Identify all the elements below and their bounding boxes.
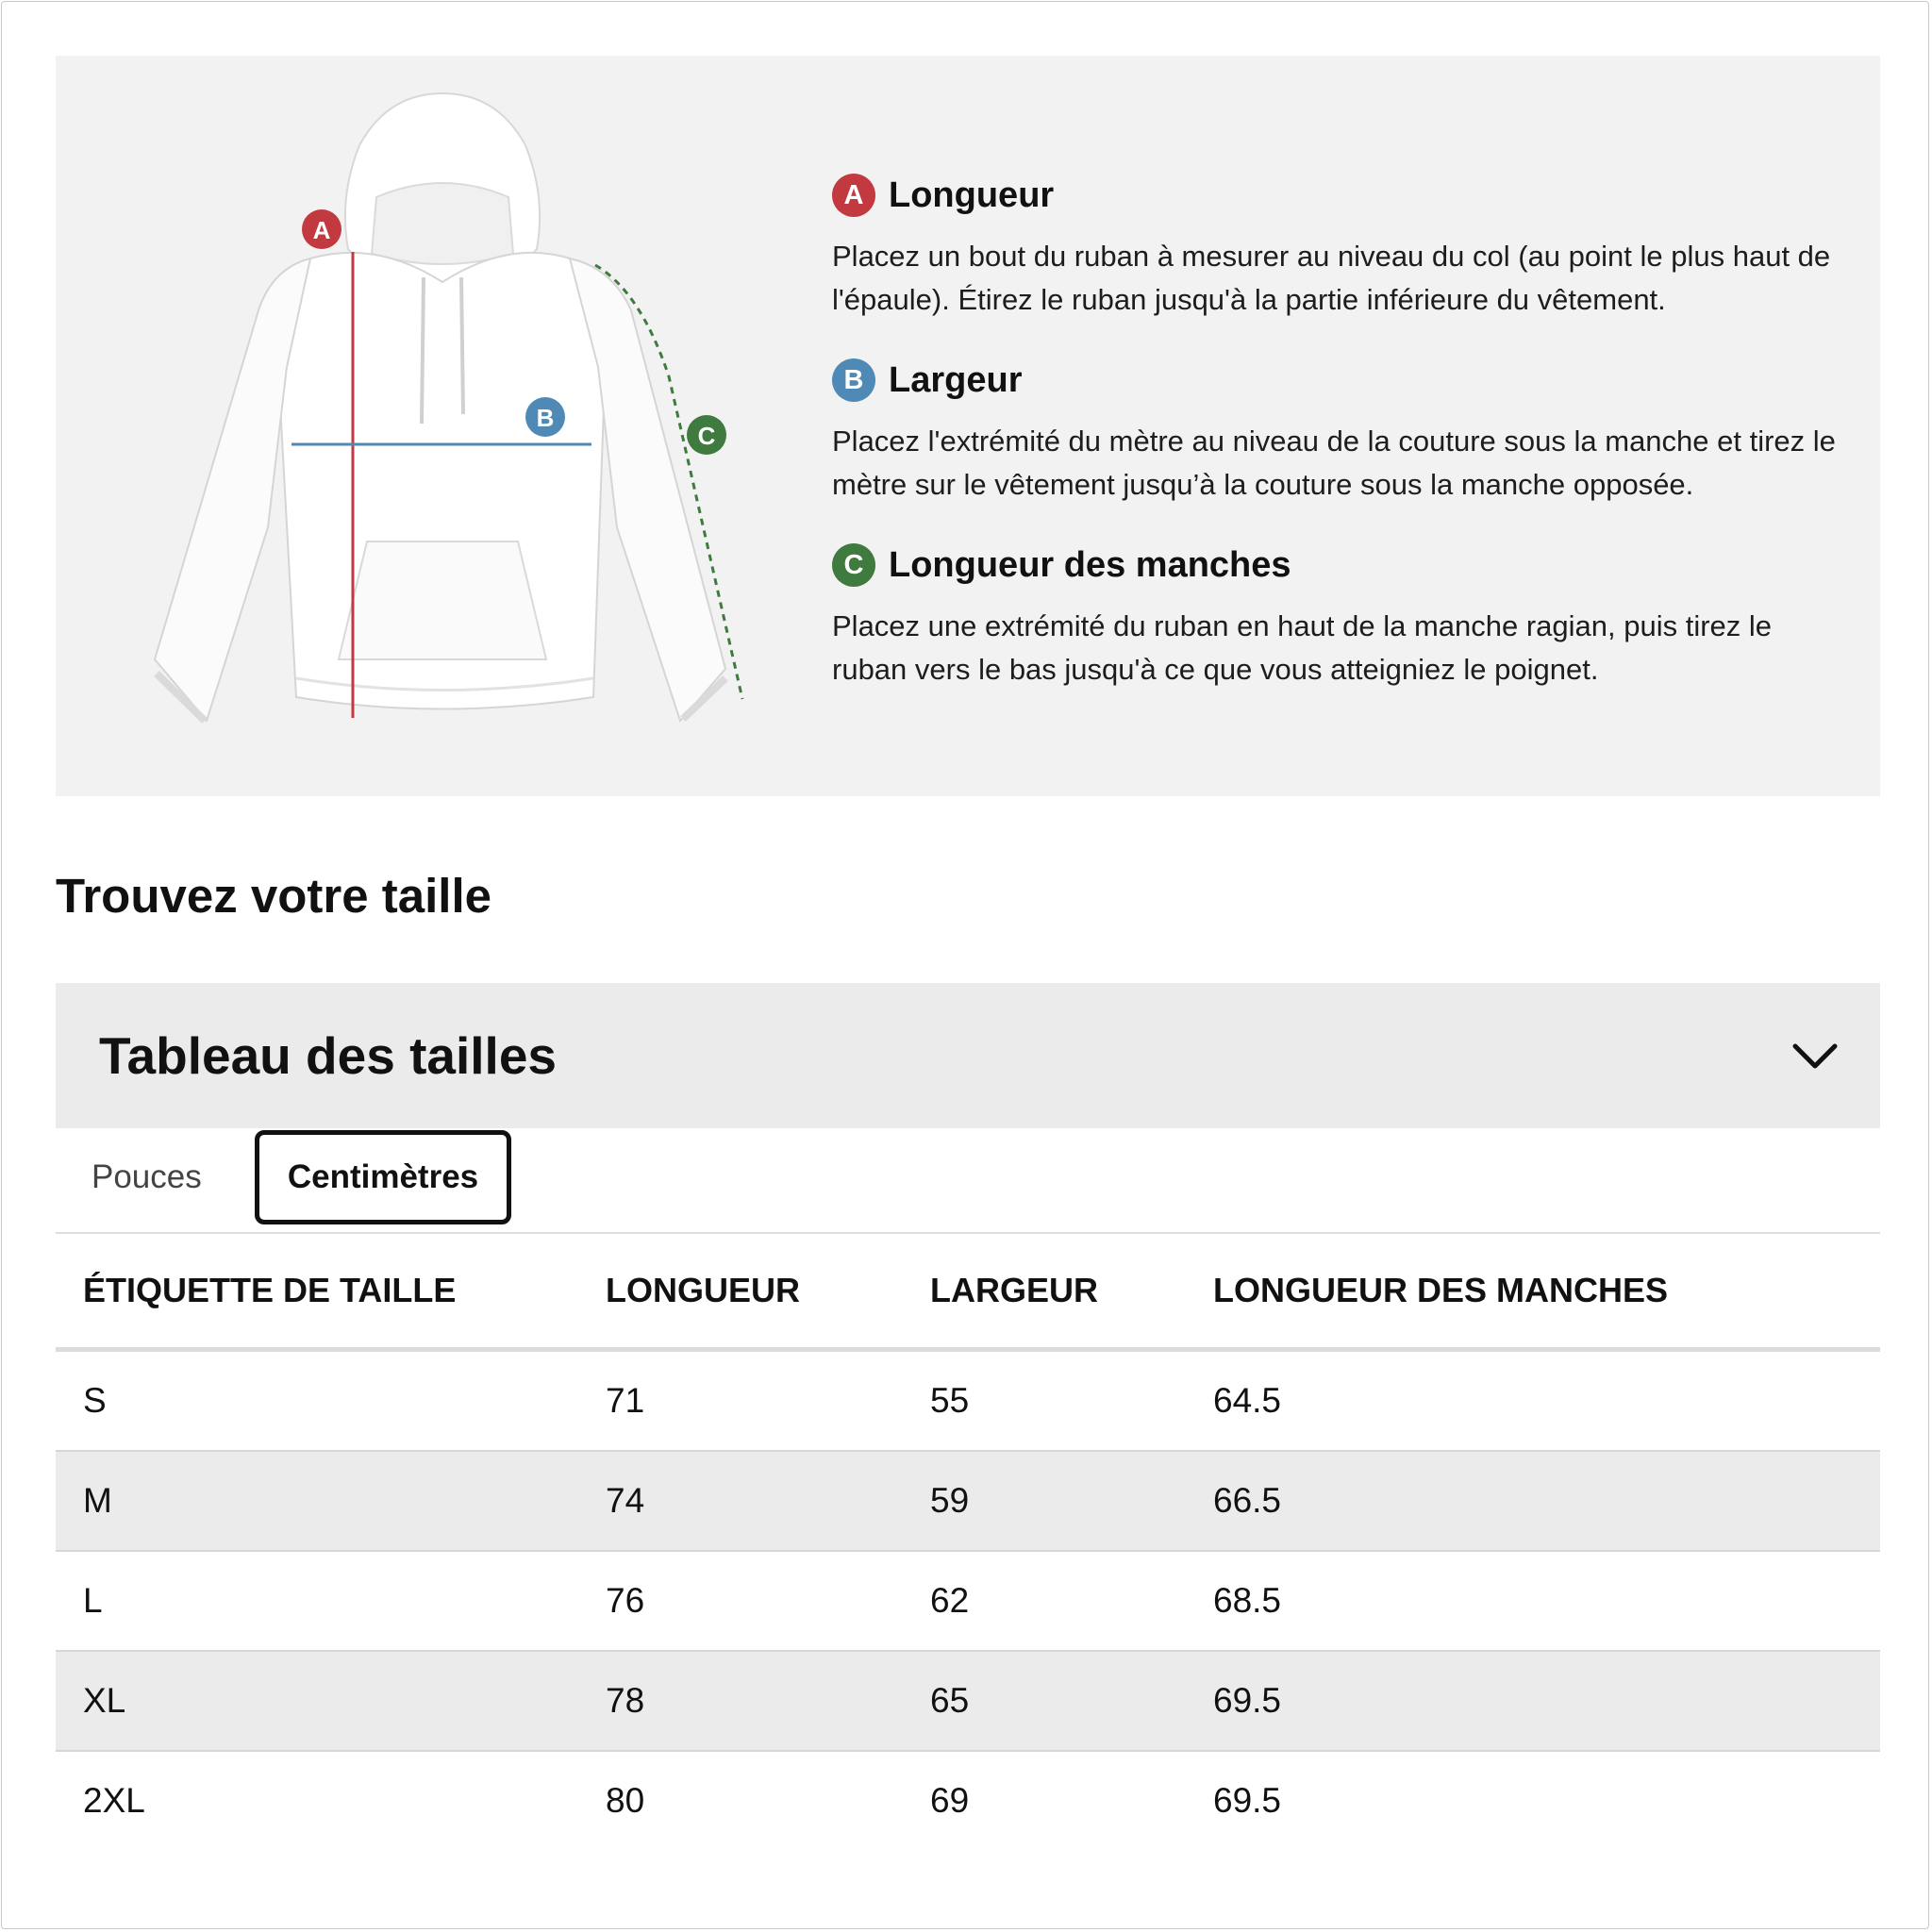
cell-length: 71 bbox=[606, 1350, 930, 1452]
cell-width: 69 bbox=[930, 1781, 970, 1820]
page-frame bbox=[1, 1, 1929, 1929]
hoodie-illustration bbox=[56, 56, 810, 796]
cell-width: 65 bbox=[930, 1651, 1213, 1751]
cell-sleeve: 66.5 bbox=[1213, 1451, 1880, 1551]
cell-length: 74 bbox=[606, 1451, 930, 1551]
cell-size: L bbox=[56, 1551, 606, 1651]
table-row bbox=[56, 1350, 1880, 1452]
measurement-instructions bbox=[832, 169, 1851, 724]
measurement-c-title: Longueur des manches bbox=[889, 544, 1291, 585]
badge-b: B bbox=[832, 358, 875, 402]
measurement-b-description: Placez l'extrémité du mètre au niveau de la couture sous la manche et tirez le mètre sur le vêtement jusqu’à la couture sous la manche opposée. bbox=[832, 425, 1836, 501]
svg-text:B: B bbox=[536, 404, 555, 432]
cell-size: M bbox=[56, 1451, 606, 1551]
svg-text:C: C bbox=[697, 422, 716, 450]
cell-size: S bbox=[56, 1350, 606, 1452]
cell-size: XL bbox=[56, 1651, 606, 1751]
find-size-heading: Trouvez votre taille bbox=[56, 869, 491, 923]
tab-pouces[interactable]: Pouces bbox=[92, 1158, 202, 1195]
header-size-label: ÉTIQUETTE DE TAILLE bbox=[56, 1234, 606, 1350]
cell-width: 59 bbox=[930, 1451, 1213, 1551]
size-chart-accordion[interactable] bbox=[56, 983, 1880, 1128]
cell-sleeve: 64.5 bbox=[1213, 1350, 1880, 1452]
measurement-b-title: Largeur bbox=[889, 359, 1023, 400]
badge-c: C bbox=[832, 543, 875, 587]
cell-sleeve: 69.5 bbox=[1213, 1781, 1282, 1820]
tab-centimetres[interactable]: Centimètres bbox=[255, 1130, 511, 1224]
header-length: LONGUEUR bbox=[606, 1234, 930, 1350]
cell-length: 78 bbox=[606, 1651, 930, 1751]
table-row bbox=[56, 1651, 1880, 1751]
measurement-b bbox=[832, 354, 1851, 507]
accordion-title: Tableau des tailles bbox=[99, 1026, 558, 1085]
unit-tabs bbox=[56, 1130, 1880, 1234]
size-table bbox=[56, 1234, 1880, 1850]
table-row bbox=[56, 1751, 1880, 1850]
measurement-a bbox=[832, 169, 1851, 322]
cell-length: 76 bbox=[606, 1551, 930, 1651]
table-header-row bbox=[56, 1234, 1880, 1350]
measurement-c-description: Placez une extrémité du ruban en haut de la manche ragian, puis tirez le ruban vers le bas jusqu'à ce que vous atteigniez le poignet. bbox=[832, 609, 1773, 686]
cell-sleeve: 69.5 bbox=[1213, 1651, 1880, 1751]
svg-text:A: A bbox=[312, 216, 331, 244]
table-row bbox=[56, 1551, 1880, 1651]
table-row bbox=[56, 1451, 1880, 1551]
cell-width: 55 bbox=[930, 1350, 1213, 1452]
chevron-down-icon[interactable] bbox=[1790, 1035, 1840, 1076]
header-sleeve-length: LONGUEUR DES MANCHES bbox=[1213, 1234, 1880, 1350]
cell-width: 62 bbox=[930, 1551, 1213, 1651]
cell-length: 80 bbox=[606, 1781, 645, 1820]
badge-a: A bbox=[832, 174, 875, 217]
measurement-a-title: Longueur bbox=[889, 175, 1055, 215]
measurement-guide bbox=[56, 56, 1880, 796]
cell-size: 2XL bbox=[83, 1781, 145, 1820]
header-width: LARGEUR bbox=[930, 1234, 1213, 1350]
measurement-a-description: Placez un bout du ruban à mesurer au niveau du col (au point le plus haut de l'épaule). Étirez le ruban jusqu'à la partie inférieure du vêtement. bbox=[832, 240, 1831, 316]
measurement-c bbox=[832, 539, 1851, 691]
cell-sleeve: 68.5 bbox=[1213, 1551, 1880, 1651]
